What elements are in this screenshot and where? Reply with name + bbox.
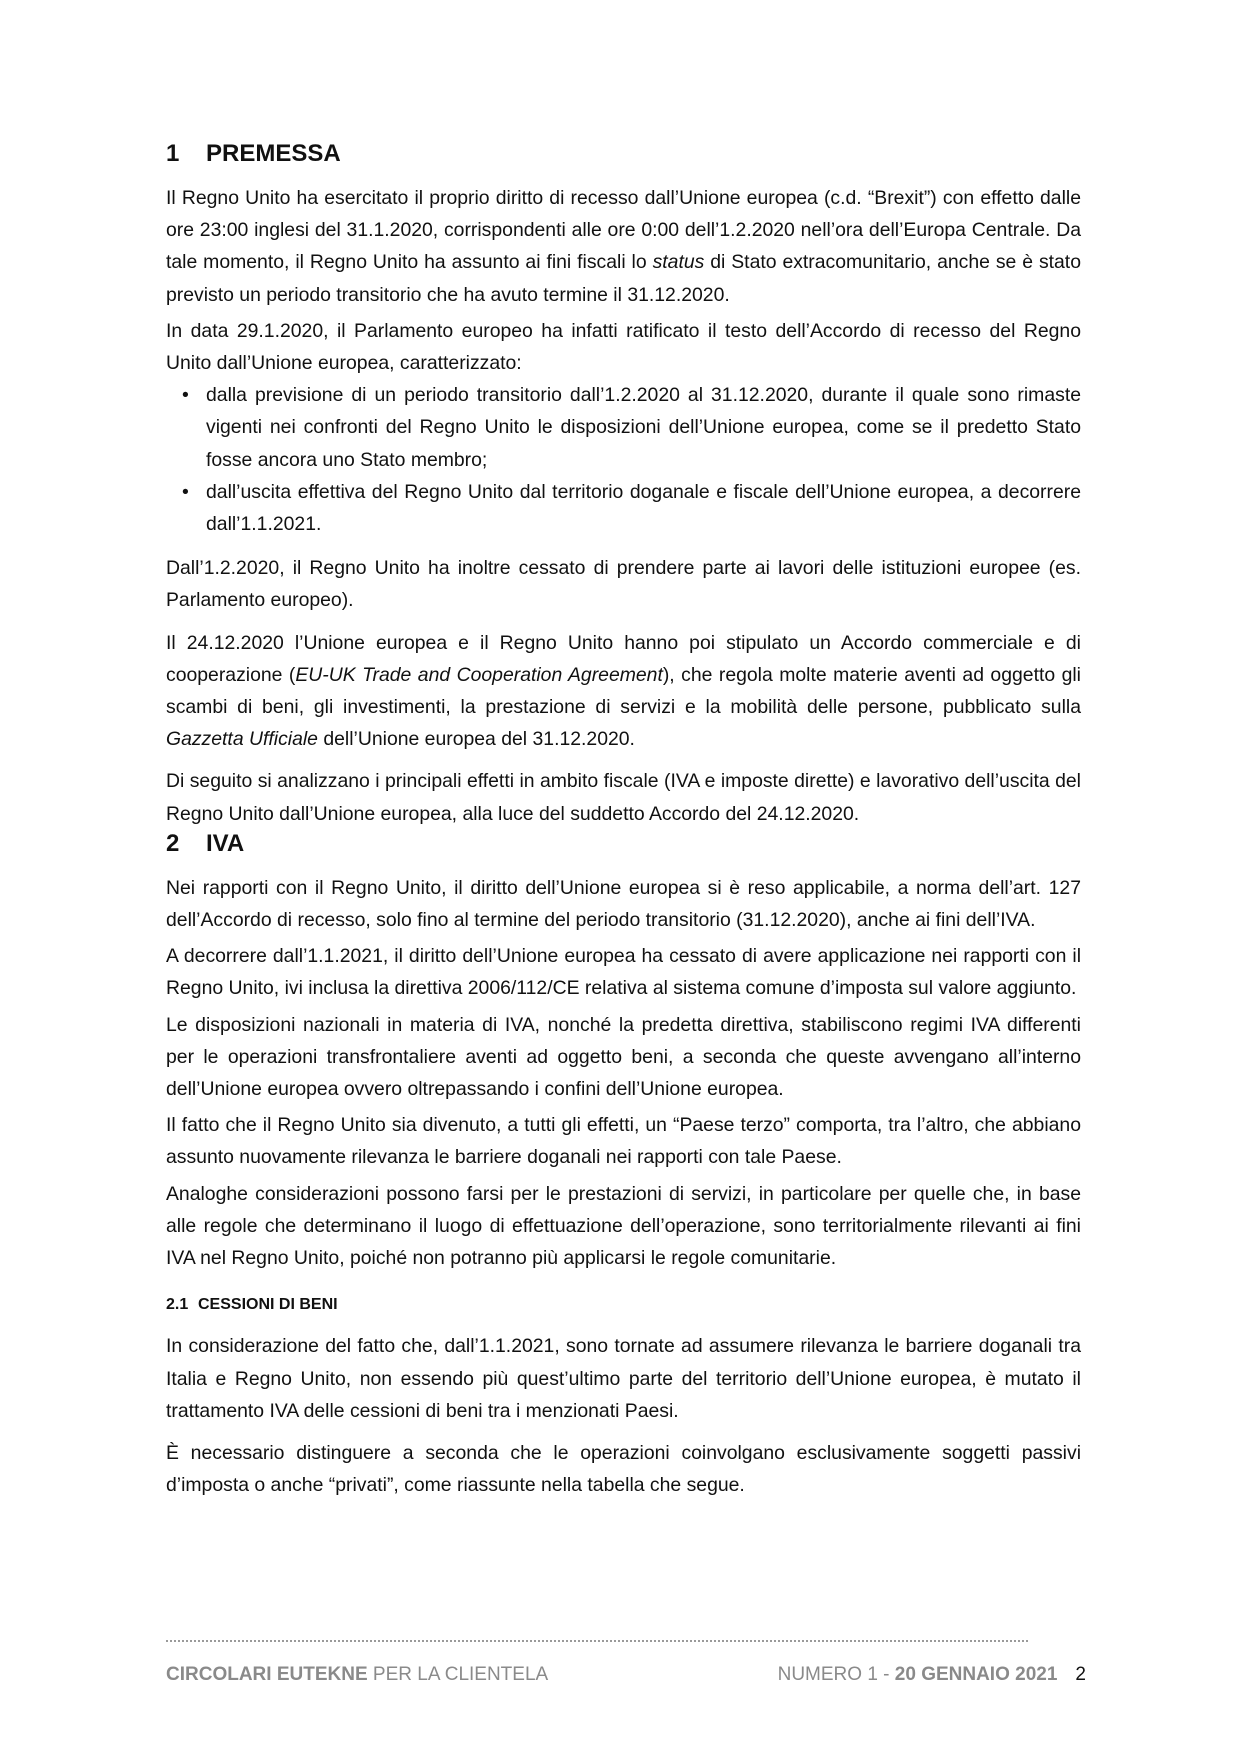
page-number: 2 [1075,1664,1086,1685]
section-number: 1 [166,140,180,167]
bullet-icon: • [182,384,189,407]
bullet-icon: • [182,480,189,503]
list-item: • dall’uscita effettiva del Regno Unito dal territorio doganale e fiscale dell’Unione europea, a decorrere dall’1.1.2021. [166,476,1081,540]
paragraph: In data 29.1.2020, il Parlamento europeo ha infatti ratificato il testo dell’Accordo di recesso del Regno Unito dall’Unione europea, caratterizzato: [166,319,1081,375]
section-heading-iva [166,830,1081,858]
list-item: • dalla previsione di un periodo transitorio dall’1.2.2020 al 31.12.2020, durante il quale sono rimaste vigenti nei confronti del Regno Unito le disposizioni dell’Unione europea, come se il predetto Stato fosse ancora uno Stato membro; [166,379,1081,476]
section-title: IVA [206,829,245,857]
paragraph: Il fatto che il Regno Unito sia divenuto, a tutti gli effetti, un “Paese terzo” comporta, tra l’altro, che abbiano assunto nuovamente rilevanza le barriere doganali nei rapporti con tale Paese. [166,1114,1081,1169]
paragraph: Dall’1.2.2020, il Regno Unito ha inoltre cessato di prendere parte ai lavori delle istituzioni europee (es. Parlamento europeo). [166,557,1081,612]
footer-divider [166,1640,1028,1642]
page-footer [166,1640,1086,1686]
section-title: PREMESSA [206,140,341,167]
document-page [166,140,1081,1501]
section-heading-premessa [166,140,1081,168]
subsection-number: 2.1 [166,1296,189,1314]
paragraph: Analoghe considerazioni possono farsi per le prestazioni di servizi, in particolare per quelle che, in base alle regole che determinano il luogo di effettuazione dell’operazione, sono territorialmente rilevanti ai fini IVA nel Regno Unito, poiché non potranno più applicarsi le regole comunitarie. [166,1182,1081,1270]
footer-publication: CIRCOLARI EUTEKNE PER LA CLIENTELA [166,1664,549,1685]
paragraph: Di seguito si analizzano i principali effetti in ambito fiscale (IVA e imposte dirette) e lavorativo dell’uscita del Regno Unito dall’Unione europea, alla luce del suddetto Accordo del 24.12.2020. [166,770,1081,825]
paragraph: Nei rapporti con il Regno Unito, il diritto dell’Unione europea si è reso applicabile, a norma dell’art. 127 dell’Accordo di recesso, solo fino al termine del periodo transitorio (31.12.2020), anche ai fini dell’IVA. [166,876,1081,932]
paragraph: Il 24.12.2020 l’Unione europea e il Regno Unito hanno poi stipulato un Accordo commerciale e di cooperazione (EU-UK Trade and Cooperation Agreement), che regola molte materie aventi ad oggetto gli scambi di beni, gli investimenti, la prestazione di servizi e la mobilità delle persone, pubblicato sulla Gazzetta Ufficiale dell’Unione europea del 31.12.2020. [166,631,1081,751]
section-number: 2 [166,829,180,857]
footer-issue: NUMERO 1 - 20 GENNAIO 2021 2 [777,1664,1086,1685]
paragraph: È necessario distinguere a seconda che le operazioni coinvolgano esclusivamente soggetti passivi d’imposta o anche “privati”, come riassunte nella tabella che segue. [166,1441,1081,1497]
subsection-heading-cessioni [166,1296,1081,1314]
bullet-list [166,379,1081,540]
paragraph: In considerazione del fatto che, dall’1.1.2021, sono tornate ad assumere rilevanza le barriere doganali tra Italia e Regno Unito, non essendo più quest’ultimo parte del territorio dell’Unione europea, è mutato il trattamento IVA delle cessioni di beni tra i menzionati Paesi. [166,1335,1081,1422]
paragraph: A decorrere dall’1.1.2021, il diritto dell’Unione europea ha cessato di avere applicazione nei rapporti con il Regno Unito, ivi inclusa la direttiva 2006/112/CE relativa al sistema comune d’imposta sul valore aggiunto. [166,945,1081,1000]
paragraph: Le disposizioni nazionali in materia di IVA, nonché la predetta direttiva, stabiliscono regimi IVA differenti per le operazioni transfrontaliere aventi ad oggetto beni, a seconda che queste avvengano all’interno dell’Unione europea ovvero oltrepassando i confini dell’Unione europea. [166,1013,1081,1101]
subsection-title: CESSIONI DI BENI [198,1296,338,1314]
paragraph: Il Regno Unito ha esercitato il proprio diritto di recesso dall’Unione europea (c.d. “Brexit”) con effetto dalle ore 23:00 inglesi del 31.1.2020, corrispondenti alle ore 0:00 dell’1.2.2020 nell’ora dell’Europa Centrale. Da tale momento, il Regno Unito ha assunto ai fini fiscali lo status di Stato extracomunitario, anche se è stato previsto un periodo transitorio che ha avuto termine il 31.12.2020. [166,187,1081,306]
